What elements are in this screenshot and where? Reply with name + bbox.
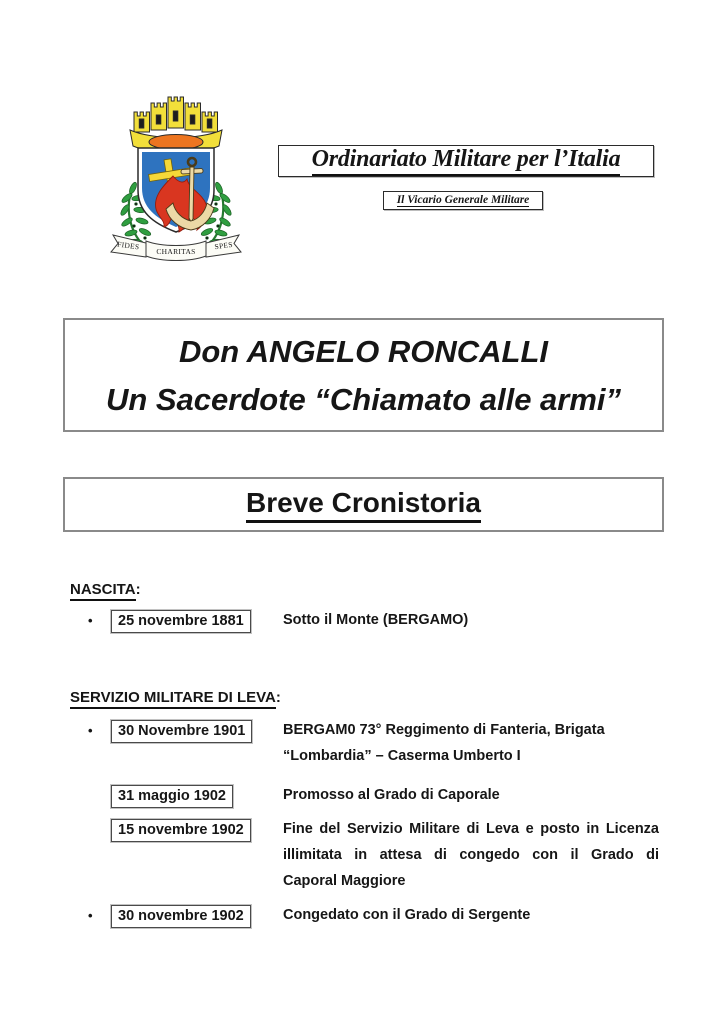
section-heading-leva [70,689,281,706]
document-title-line2: Un Sacerdote “Chiamato alle armi” [105,382,622,417]
section-colon: : [275,689,281,706]
motto-charitas: CHARITAS [156,247,196,256]
motto-fides: FIDES [116,239,141,252]
vicar-title: Il Vicario Generale Militare [396,194,530,206]
event-description: Congedato con il Grado di Sergente [283,907,531,923]
event-description: BERGAM0 73° Reggimento di Fanteria, Brigata “Lombardia” – Caserma Umberto I [283,722,605,764]
coat-of-arms [100,86,252,268]
section-label: SERVIZIO MILITARE DI LEVA [70,689,276,709]
document-title-box [63,318,664,432]
date-box: 25 novembre 1881 [111,610,251,633]
date-box: 30 Novembre 1901 [111,720,252,743]
org-title-box [278,145,654,177]
section-label: NASCITA [70,581,136,601]
org-title: Ordinariato Militare per l’Italia [312,146,621,176]
vicar-title-box [383,191,543,210]
bullet-marker: • [88,908,93,923]
section-colon: : [135,581,141,598]
date-box: 31 maggio 1902 [111,785,233,808]
motto-spes: SPES [213,239,234,252]
chronology-title-box [63,477,664,532]
event-description: Fine del Servizio Militare di Leva e posto in Licenza illimitata in attesa di congedo con il Grado di Caporal Maggiore [283,821,659,889]
event-description: Sotto il Monte (BERGAMO) [283,612,469,628]
chronology-title: Breve Cronistoria [246,487,481,523]
document-title-line1: Don ANGELO RONCALLI [178,334,549,369]
section-heading-nascita [70,581,141,598]
date-box: 15 novembre 1902 [111,819,251,842]
bullet-marker: • [88,723,93,738]
bullet-marker: • [88,613,93,628]
date-box: 30 novembre 1902 [111,905,251,928]
event-description: Promosso al Grado di Caporale [283,787,500,803]
